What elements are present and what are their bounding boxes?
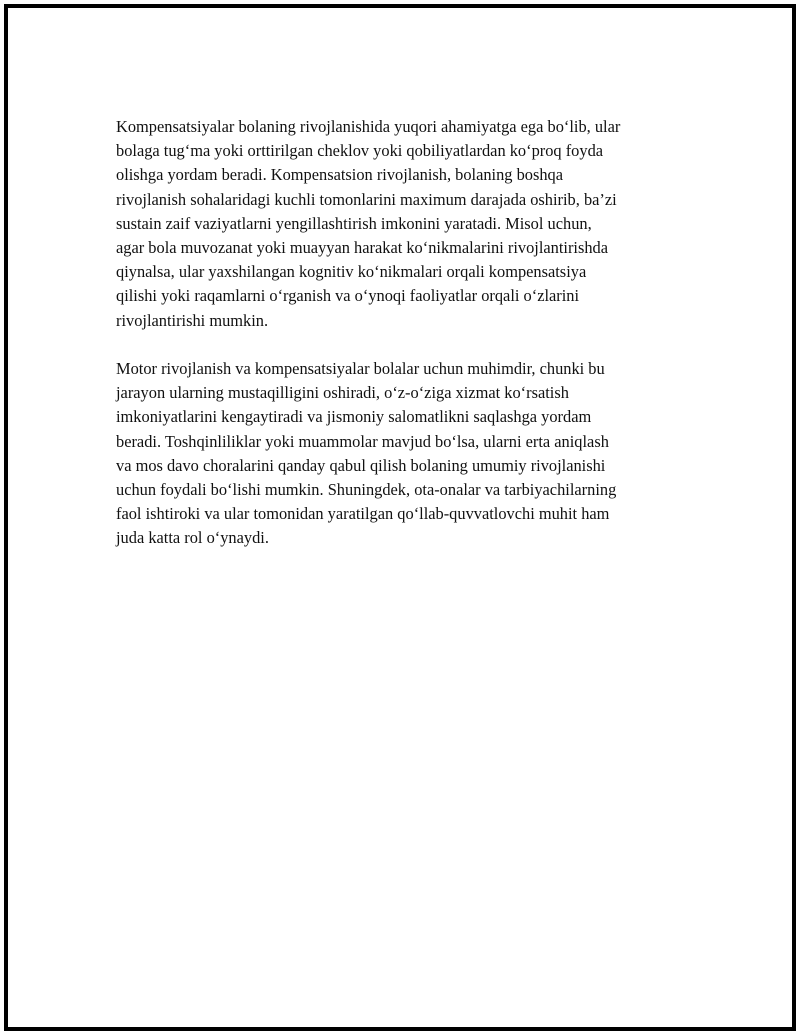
text-line: agar bola muvozanat yoki muayyan harakat ko‘nikmalarini rivojlantirishda <box>116 238 609 258</box>
text-line: qilishi yoki raqamlarni o‘rganish va o‘ynoqi faoliyatlar orqali o‘zlarini <box>116 286 580 306</box>
text-line: jarayon ularning mustaqilligini oshiradi, o‘z-o‘ziga xizmat ko‘rsatish <box>116 383 569 403</box>
text-line: bolaga tug‘ma yoki orttirilgan cheklov yoki qobiliyatlardan ko‘proq foyda <box>116 141 604 161</box>
text-line: Kompensatsiyalar bolaning rivojlanishida yuqori ahamiyatga ega bo‘lib, ular <box>116 117 621 136</box>
text-line: juda katta rol o‘ynaydi. <box>116 528 269 548</box>
text-line: Motor rivojlanish va kompensatsiyalar bolalar uchun muhimdir, chunki bu <box>116 359 605 379</box>
text-line: rivojlantirishi mumkin. <box>116 310 269 330</box>
text-line: sustain zaif vaziyatlarni yengillashtirish imkonini yaratadi. Misol uchun, <box>116 213 592 233</box>
text-line: uchun foydali bo‘lishi mumkin. Shuningdek, ota-onalar va tarbiyachilarning <box>116 480 617 500</box>
paragraph-2 <box>116 357 686 551</box>
text-line: qiynalsa, ular yaxshilangan kognitiv ko‘nikmalari orqali kompensatsiya <box>116 262 587 282</box>
text-line: faol ishtiroki va ular tomonidan yaratilgan qo‘llab-quvvatlovchi muhit ham <box>116 504 610 524</box>
text-line: rivojlanish sohalaridagi kuchli tomonlarini maximum darajada oshirib, ba’zi <box>116 189 617 209</box>
document-body <box>116 115 686 575</box>
text-line: beradi. Toshqinliliklar yoki muammolar mavjud bo‘lsa, ularni erta aniqlash <box>116 431 609 451</box>
paragraph-1 <box>116 115 686 333</box>
text-line: va mos davo choralarini qanday qabul qilish bolaning umumiy rivojlanishi <box>116 455 606 475</box>
text-line: olishga yordam beradi. Kompensatsion rivojlanish, bolaning boshqa <box>116 165 564 185</box>
text-line: imkoniyatlarini kengaytiradi va jismoniy salomatlikni saqlashga yordam <box>116 407 592 427</box>
